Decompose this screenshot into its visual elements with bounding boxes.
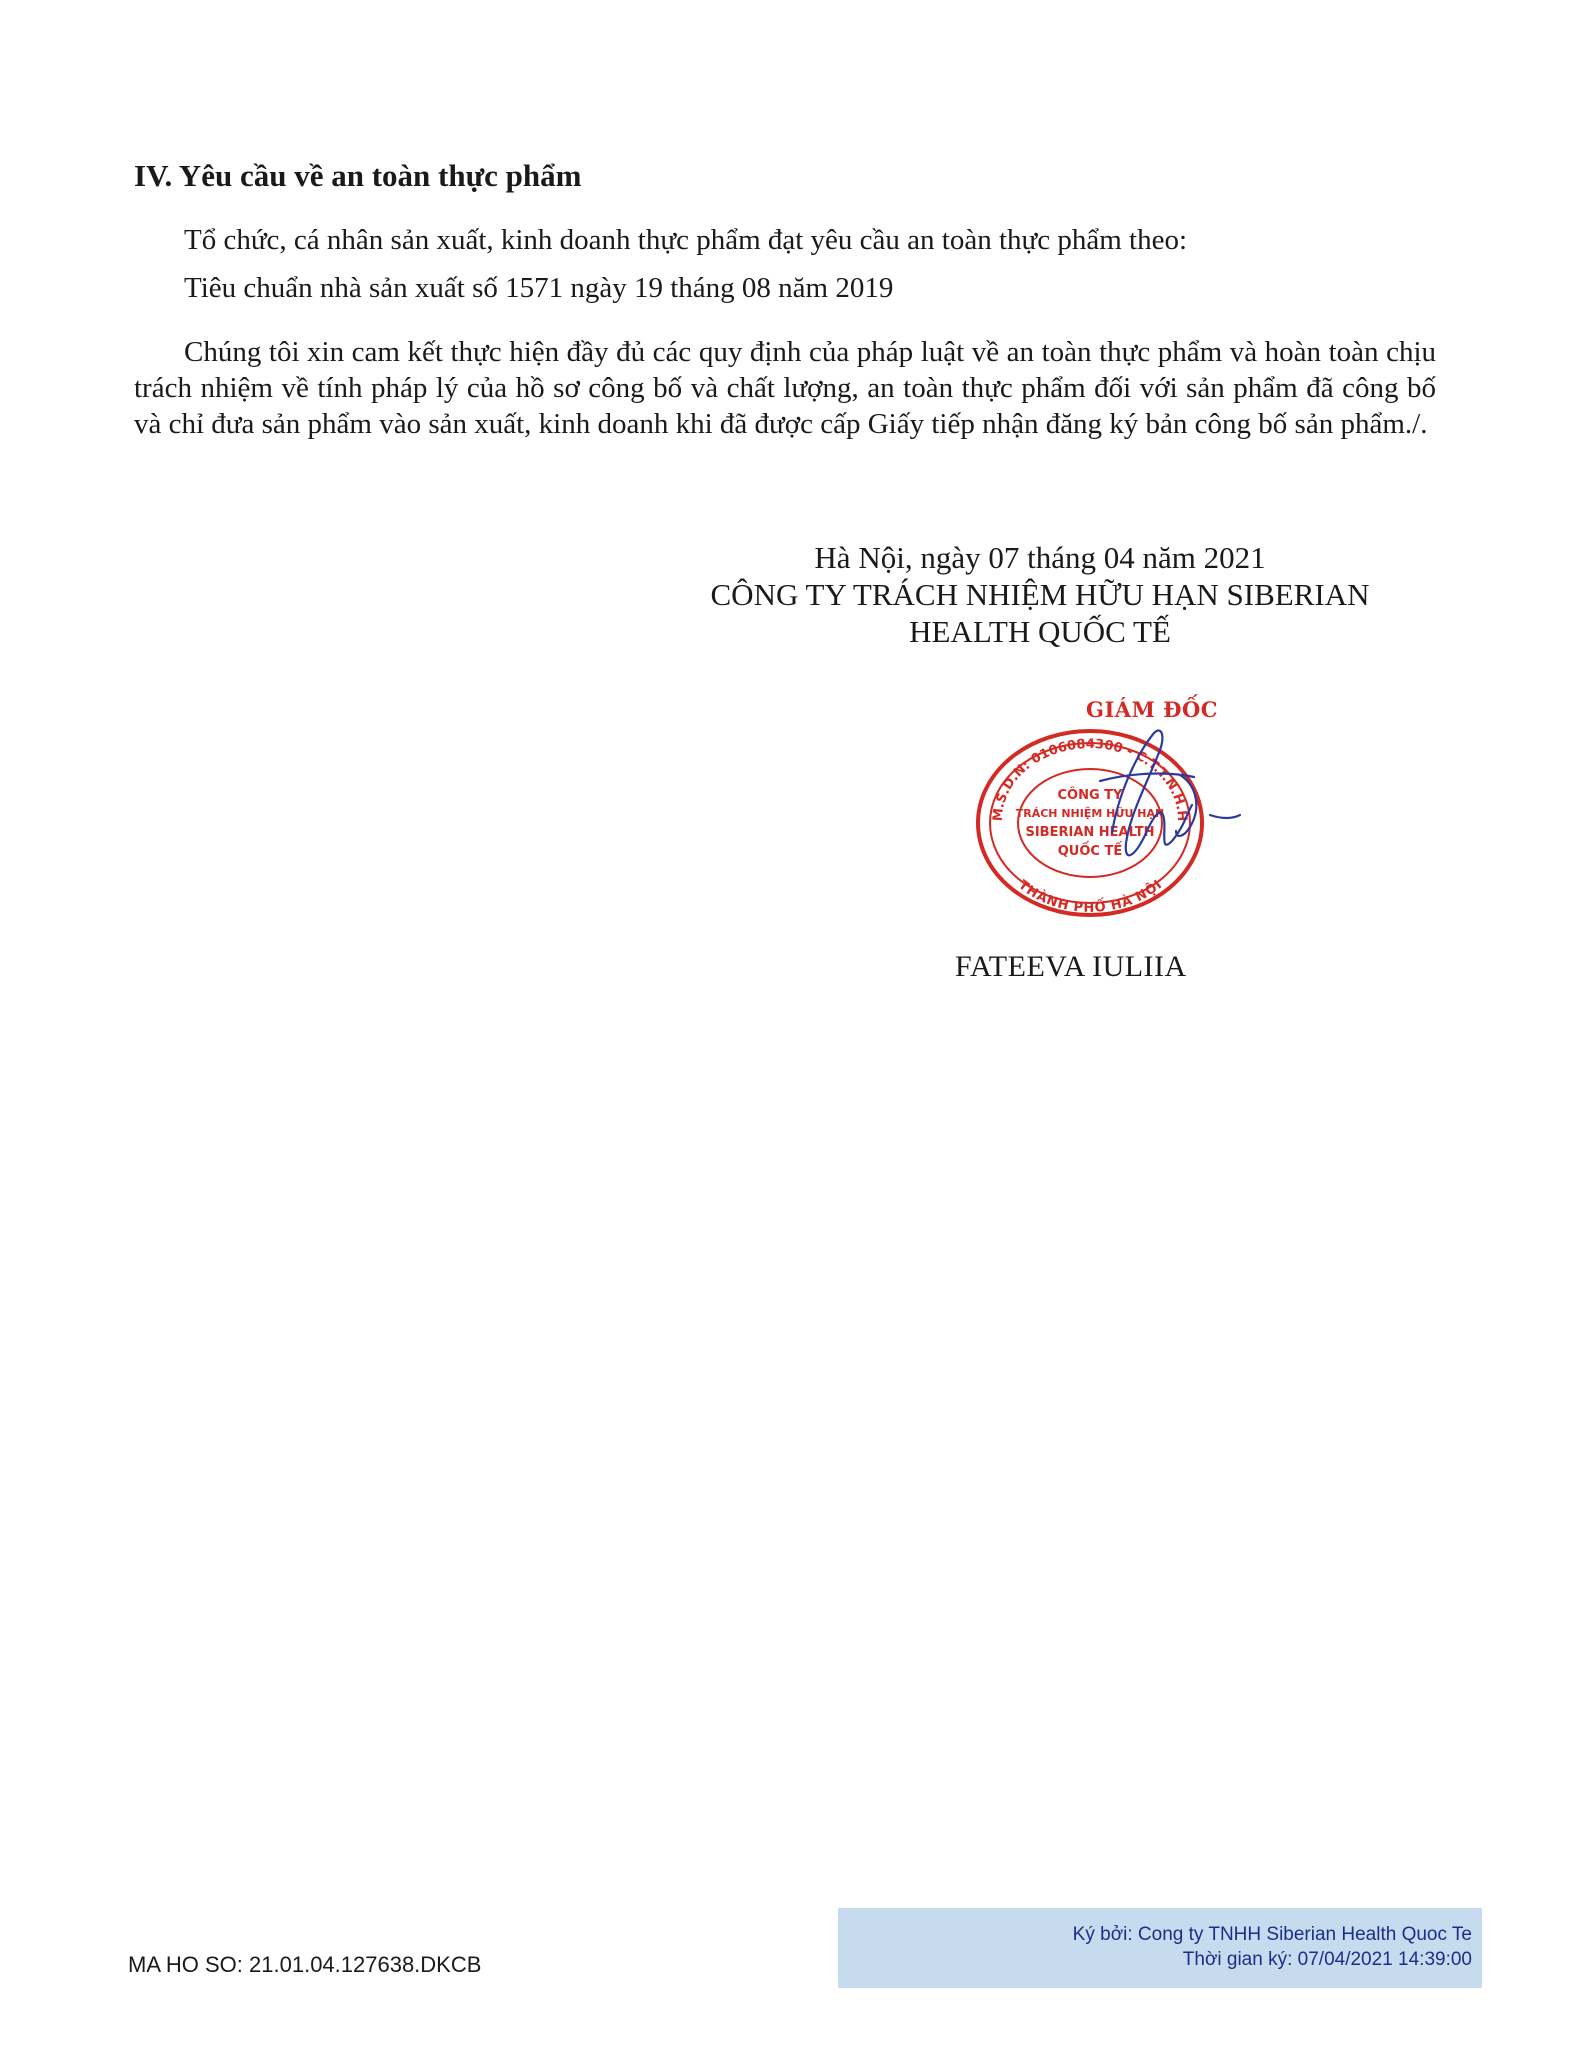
role-title: GIÁM ĐỐC: [1086, 697, 1218, 722]
place-date: Hà Nội, ngày 07 tháng 04 năm 2021: [814, 540, 1266, 575]
signed-time: Thời gian ký: 07/04/2021 14:39:00: [1182, 1949, 1472, 1970]
stamp-seal-icon: [940, 715, 1330, 920]
signature-block: [640, 539, 1440, 650]
document-code: MA HO SO: 21.01.04.127638.DKCB: [128, 1952, 482, 1977]
signer-name: FATEEVA IULIIA: [955, 950, 1187, 983]
stamp-ring-text: M.S.D.N: 0106084300 - C.T.T.N.H.H: [990, 736, 1190, 822]
svg-text:THÀNH PHỐ HÀ NỘI: [1015, 878, 1165, 916]
stamp-center-line4: QUỐC TẾ: [1057, 844, 1123, 859]
company-name-line1: CÔNG TY TRÁCH NHIỆM HỮU HẠN SIBERIAN: [710, 577, 1370, 612]
stamp-center-line3: SIBERIAN HEALTH: [1025, 825, 1155, 840]
company-name-line2: HEALTH QUỐC TẾ: [909, 614, 1171, 649]
digital-signature-box: [838, 1908, 1482, 1988]
stamp-center-line1: CÔNG TY: [1057, 788, 1123, 803]
standard-line: Tiêu chuẩn nhà sản xuất số 1571 ngày 19 tháng 08 năm 2019: [184, 272, 894, 304]
commitment-paragraph: Chúng tôi xin cam kết thực hiện đầy đủ các quy định của pháp luật về an toàn thực phẩm và hoàn toàn chịu trách nhiệm về tính pháp lý của hồ sơ công bố và chất lượng, an toàn thực phẩm đối với sản phẩm đã công bố và chỉ đưa sản phẩm vào sản xuất, kinh doanh khi đã được cấp Giấy tiếp nhận đăng ký bản công bố sản phẩm./.: [134, 336, 1436, 440]
stamp-center-line2: TRÁCH NHIỆM HỮU HẠN: [1015, 807, 1165, 820]
stamp-bottom-text: THÀNH PHỐ HÀ NỘI: [1015, 877, 1165, 916]
section-title: IV. Yêu cầu về an toàn thực phẩm: [134, 158, 582, 193]
company-stamp: [940, 715, 1330, 920]
requirement-line: Tổ chức, cá nhân sản xuất, kinh doanh thực phẩm đạt yêu cầu an toàn thực phẩm theo:: [184, 224, 1188, 256]
signed-by: Ký bởi: Cong ty TNHH Siberian Health Quoc Te: [1072, 1924, 1472, 1945]
